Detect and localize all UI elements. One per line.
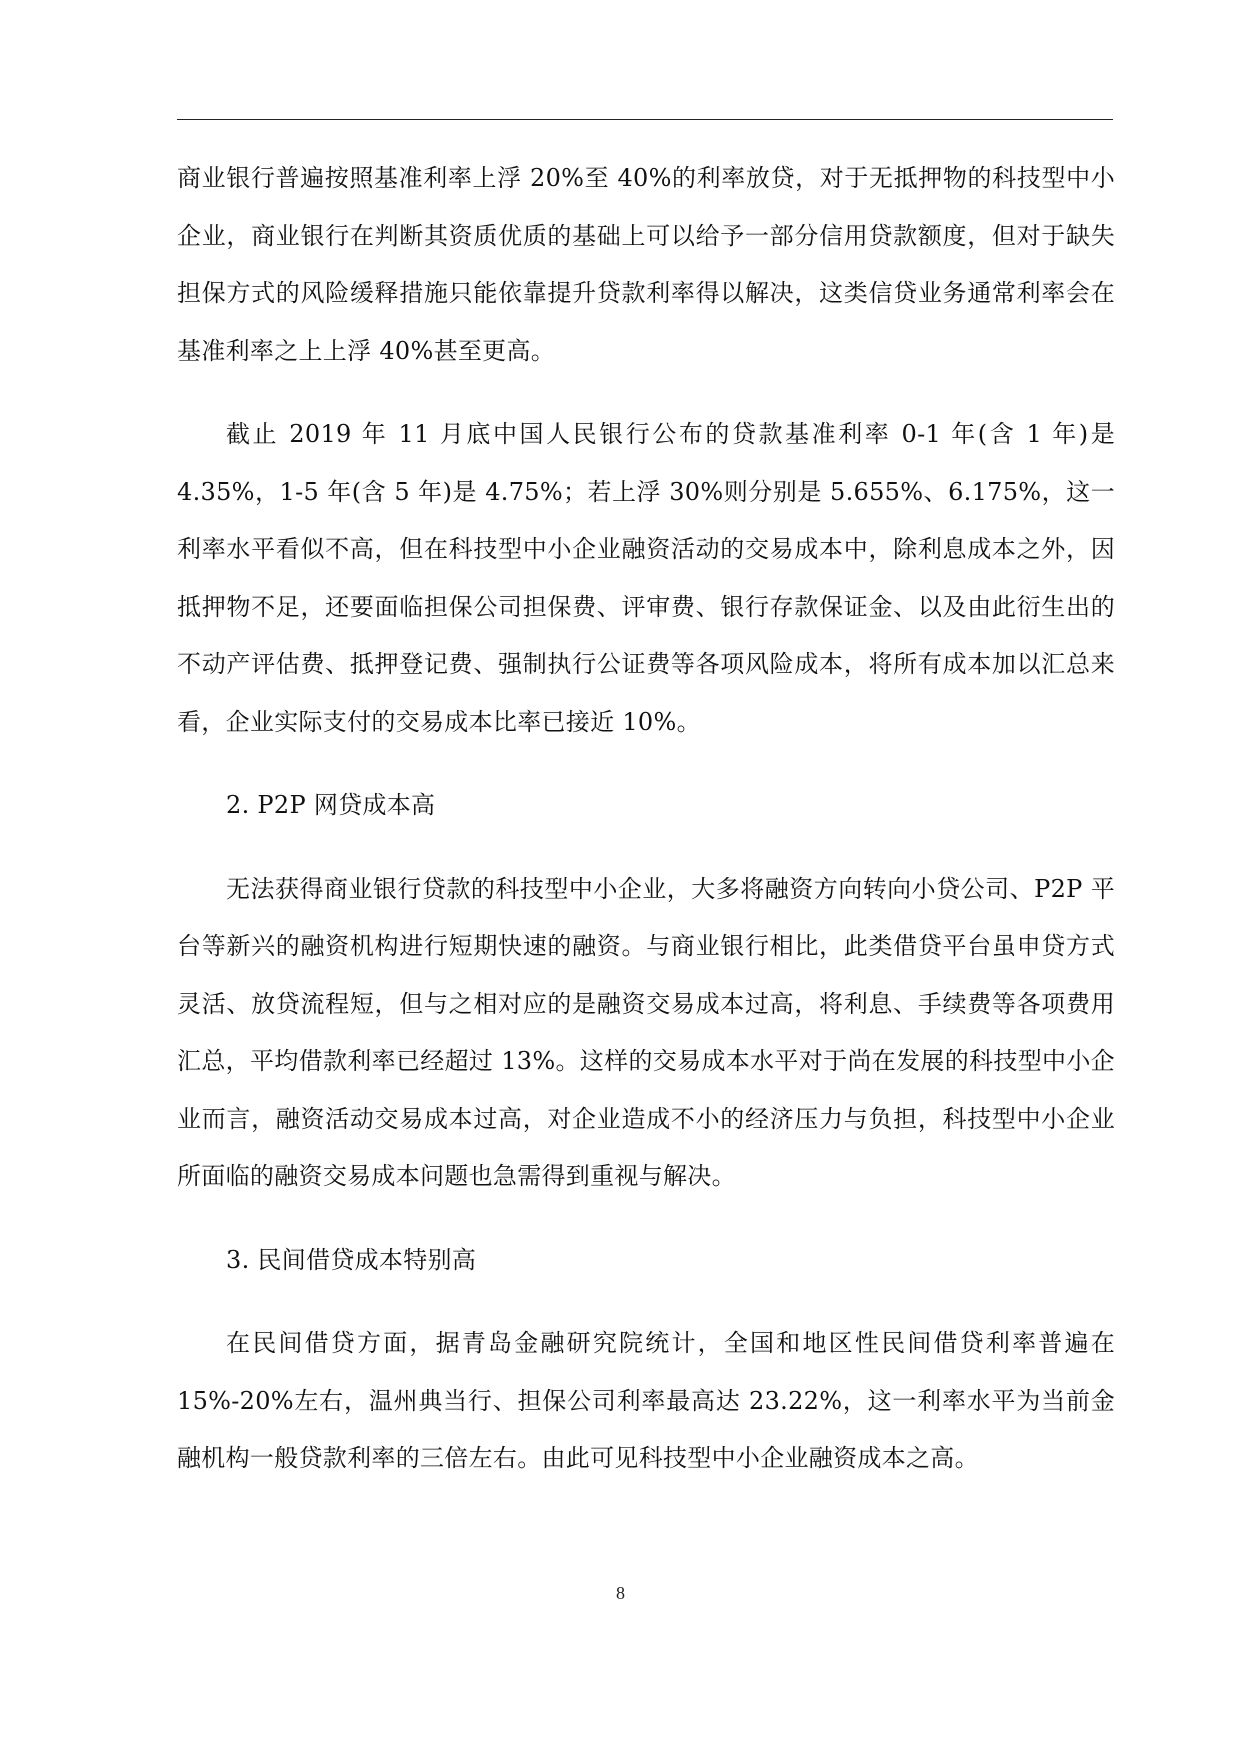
paragraph-continuation: 商业银行普遍按照基准利率上浮 20%至 40%的利率放贷，对于无抵押物的科技型中小企业，商业银行在判断其资质优质的基础上可以给予一部分信用贷款额度，但对于缺失担保方式的风险缓释措施只能依靠提升贷款利率得以解决，这类信贷业务通常利率会在基准利率之上上浮 40%甚至更高。	[177, 164, 1115, 365]
paragraph-private-lending: 在民间借贷方面，据青岛金融研究院统计，全国和地区性民间借贷利率普遍在 15%-20%左右，温州典当行、担保公司利率最高达 23.22%，这一利率水平为当前金融机构一般贷款利率的三倍左右。由此可见科技型中小企业融资成本之高。	[177, 1329, 1115, 1472]
section-heading-p2p: 2. P2P 网贷成本高	[226, 791, 436, 819]
page-number: 8	[616, 1583, 625, 1603]
paragraph-p2p-costs: 无法获得商业银行贷款的科技型中小企业，大多将融资方向转向小贷公司、P2P 平台等新兴的融资机构进行短期快速的融资。与商业银行相比，此类借贷平台虽申贷方式灵活、放贷流程短，但与之相对应的是融资交易成本过高，将利息、手续费等各项费用汇总，平均借款利率已经超过 13%。这样的交易成本水平对于尚在发展的科技型中小企业而言，融资活动交易成本过高，对企业造成不小的经济压力与负担，科技型中小企业所面临的融资交易成本问题也急需得到重视与解决。	[177, 874, 1115, 1190]
header-rule	[177, 119, 1113, 120]
paragraph-benchmark-rates: 截止 2019 年 11 月底中国人民银行公布的贷款基准利率 0-1 年(含 1 年)是 4.35%，1-5 年(含 5 年)是 4.75%；若上浮 30%则分别是 5.655%、6.175%，这一利率水平看似不高，但在科技型中小企业融资活动的交易成本中，除利息成本之外，因抵押物不足，还要面临担保公司担保费、评审费、银行存款保证金、以及由此衍生出的不动产评估费、抵押登记费、强制执行公证费等各项风险成本，将所有成本加以汇总来看，企业实际支付的交易成本比率已接近 10%。	[177, 420, 1115, 736]
section-heading-private-lending: 3. 民间借贷成本特别高	[226, 1245, 477, 1274]
document-body	[177, 150, 1115, 1488]
